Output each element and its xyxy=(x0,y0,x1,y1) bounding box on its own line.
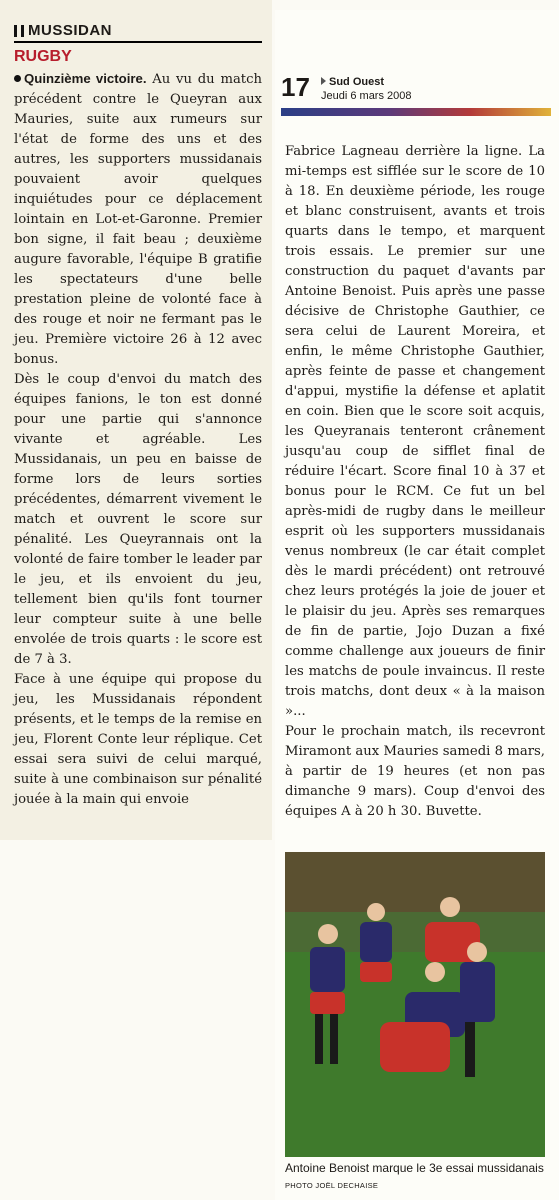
article-body-right xyxy=(285,142,545,822)
rugby-photo xyxy=(285,852,545,1157)
caption-text: Antoine Benoist marque le 3e essai mussidanais xyxy=(285,1161,544,1175)
article-body-left xyxy=(14,22,262,810)
photo-credit: PHOTO JOËL DECHAISE xyxy=(285,1181,379,1190)
photo-caption xyxy=(285,1160,545,1194)
newspaper-name: Sud Ouest xyxy=(321,76,384,88)
publication-date: Jeudi 6 mars 2008 xyxy=(321,90,412,102)
paragraph xyxy=(14,69,262,370)
paragraph: Face à une équipe qui propose du jeu, les Mussidanais répondent présents, et le temps de la remise en jeu, Florent Conte leur réplique. Cet essai sera suivi de celui marqué, suite à une combinaison sur pénalité jouée à la main qui envoie xyxy=(14,672,262,807)
right-article-column xyxy=(275,10,559,1200)
triangle-icon xyxy=(321,77,326,85)
paragraph-text: Au vu du match précédent contre le Queyran aux Mauries, suite aux rumeurs sur l'état de forme des uns et des autres, les supporters mussidanais pouvaient avoir quelques inquiétudes pour ce déplacement lointain en Lot-et-Garonne. Premier bon signe, il fait beau ; deuxième augure favorable, l'équipe B gratifie les spectateurs d'une belle prestation pleine de volonté face à des rouge et noir ne fermant pas le jeu. Première victoire 26 à 12 avec bonus. xyxy=(14,72,262,367)
bullet-icon xyxy=(14,75,21,82)
paragraph: Dès le coup d'envoi du match des équipes fanions, le ton est donné pour une partie qui s'annonce vivante et agréable. Les Mussidanais, un peu en baisse de forme lors de leurs sorties précédentes, démarrent vivement le match et ouvrent le score sur pénalité. Les Queyrannais ont la volonté de faire tomber le leader par le jeu, et ils envoient du jeu, tellement bien qu'ils font tourner leur compteur suite à une belle envolée de trois quarts : le score est de 7 à 3. xyxy=(14,372,262,667)
section-title: MUSSIDAN xyxy=(28,22,113,39)
header-color-strip xyxy=(281,108,551,116)
page-number: 17 xyxy=(281,72,310,102)
lead-title: Quinzième victoire. xyxy=(24,71,147,86)
rubric-title: RUGBY xyxy=(14,48,72,65)
section-bars-icon xyxy=(14,25,24,37)
paragraph: Pour le prochain match, ils recevront Miramont aux Mauries samedi 8 mars, à partir de 19 heures (et non pas dimanche 9 mars). Coup d'envoi des équipes A à 20 h 30. Buvette. xyxy=(285,724,545,819)
left-article-column xyxy=(0,0,272,840)
section-header xyxy=(14,22,262,43)
paragraph: Fabrice Lagneau derrière la ligne. La mi-temps est sifflée sur le score de 10 à 18. En deuxième période, les rouge et blanc construisent, avants et trois quarts dans le tempo, et marquent trois essais. Le premier sur une construction du paquet d'avants par Antoine Benoist. Puis après une passe décisive de Christophe Gauthier, ce sera celui de Laurent Moreira, et enfin, le même Christophe Gauthier, après feinte de passe et changement d'appui, mystifie la défense et aplatit en coin. Bien que le score soit acquis, les Queyranais tenteront crânement jusqu'au coup de sifflet final de réduire l'écart. Score final 10 à 37 et bonus pour le RCM. Ce fut un bel après-midi de rugby dans le meilleur esprit où les supporters mussidanais venus nombreux (le car était complet dès le mardi précédent) ont retrouvé chez leurs protégés la joie de jouer et le plaisir du jeu. Après ses remarques de fin de partie, Jojo Duzan a fixé comme challenge aux joueurs de finir les matchs de poule invaincus. Il reste trois matchs, dont deux « à la maison »... xyxy=(285,144,545,719)
